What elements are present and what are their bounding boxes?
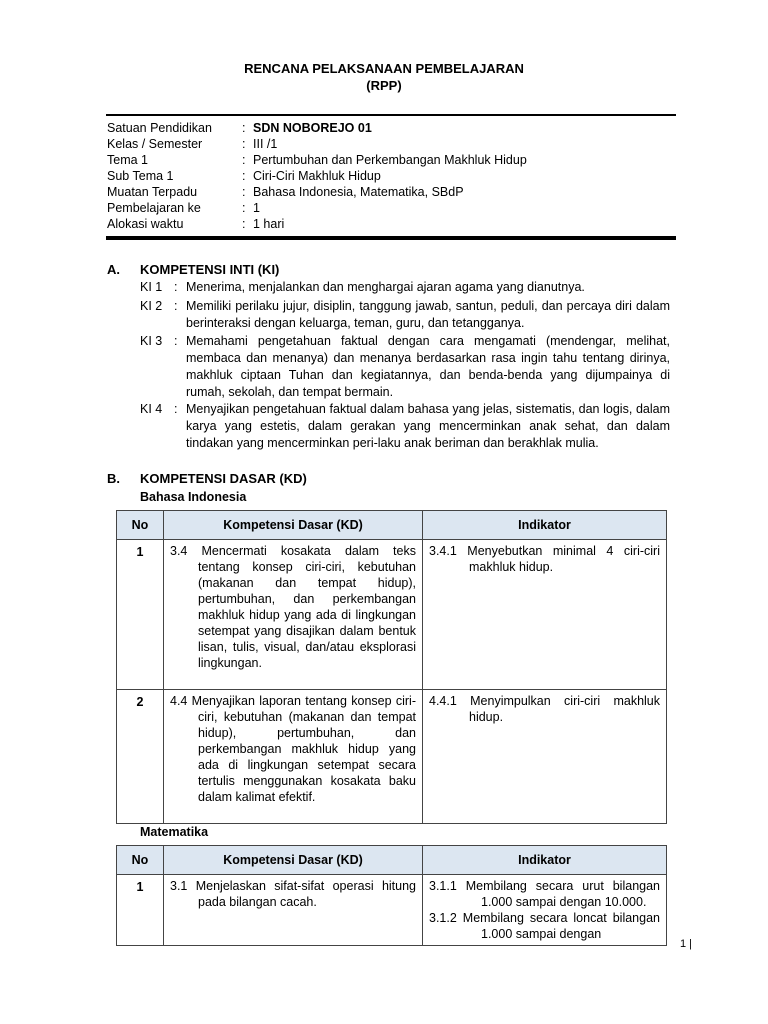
bottom-rule [106,236,676,240]
subject-heading-matematika: Matematika [140,825,209,839]
document-page: RENCANA PELAKSANAAN PEMBELAJARAN (RPP) Satuan Pendidikan : SDN NOBOREJO 01 Kelas / Semester : III /1 Tema 1 : Pertumbuhan dan Perkembangan Makhluk Hidup Sub Tema 1 : Ciri-Ciri Makhluk Hidup Muatan Terpadu : Bahasa Indonesia, Matematika, SBdP Pembelajaran ke : 1 Alokasi waktu : 1 hari A. KOMPETENSI INTI (KI) KI 1 : Menerima, menjalankan dan menghargai ajaran agama yang dianutnya. KI 2 : Memiliki perilaku jujur, disiplin, tanggung jawab, santun, peduli, dan percaya diri dalam berinteraksi dengan keluarga, teman, guru, dan tetangganya. KI 3 : Memahami pengetahuan faktual dengan cara mengamati (mendengar, melihat, membaca dan menanya) dan menanya berdasarkan rasa ingin tahu tentang dirinya, makhluk ciptaan Tuhan dan kegiatannya, dan benda-benda yang dijumpainya di rumah, sekolah, dan tempat bermain. KI 4 : Menyajikan pengetahuan faktual dalam bahasa yang jelas, sistematis, dan logis, dalam karya yang estetis, dalam gerakan yang mencerminkan anak sehat, dan dalam tindakan yang mencerminkan peri-laku anak beriman dan berakhlak mulia. B. KOMPETENSI DASAR (KD) Bahasa Indonesia No Kompetensi Dasar (KD) Indikator 1 3.4 Mencermati kosakata dalam teks tentang konsep ciri-ciri, kebutuhan (makanan dan tempat hidup), pertumbuhan, dan perkembangan makhluk hidup yang ada di lingkungan setempat yang disajikan dalam bentuk lisan, tulis, visual, dan/atau eksplorasi lingkungan. 3.4.1 Menyebutkan minimal 4 ciri-ciri makhluk hidup. 2 4.4 Menyajikan laporan tentang konsep ciri-ciri, kebutuhan (makanan dan tempat hidup), pertumbuhan, dan perkembangan makhluk hidup yang ada di lingkungan setempat secara tertulis menggunakan kosakata baku dalam kalimat efektif. 4.4.1 Menyimpulkan ciri-ciri makhluk hidup. Matematika No Kompetensi Dasar (KD) Indikator 1 3.1 Menjelaskan sifat-sifat operasi hitung pada bilangan cacah. 3.1.1 Membilang secara urut bilangan 1.000 sampai dengan 10.000. 3.1.2 Membilang secara loncat bilangan 1.000 sampai dengan 1 | [0,0,768,1024]
subject-heading-bahasa: Bahasa Indonesia [140,490,247,504]
column-header-kd: Kompetensi Dasar (KD) [164,511,423,540]
column-header-no: No [117,846,164,875]
ki-item: KI 2 : Memiliki perilaku jujur, disiplin, tanggung jawab, santun, peduli, dan percaya diri dalam berinteraksi dengan keluarga, teman, guru, dan tetangganya. [140,299,670,330]
table-row: 1 3.4 Mencermati kosakata dalam teks tentang konsep ciri-ciri, kebutuhan (makanan dan tempat hidup), pertumbuhan, dan perkembangan makhluk hidup yang ada di lingkungan setempat yang disajikan dalam bentuk lisan, tulis, visual, dan/atau eksplorasi lingkungan. 3.4.1 Menyebutkan minimal 4 ciri-ciri makhluk hidup. [117,540,667,690]
column-header-kd: Kompetensi Dasar (KD) [164,846,423,875]
page-number: 1 | [680,938,693,950]
ki-item: KI 4 : Menyajikan pengetahuan faktual dalam bahasa yang jelas, sistematis, dan logis, dalam karya yang estetis, dalam gerakan yang mencerminkan anak sehat, dan dalam tindakan yang mencerminkan peri-laku anak beriman dan berakhlak mulia. [140,402,670,450]
document-title: RENCANA PELAKSANAAN PEMBELAJARAN [244,61,524,76]
section-b-letter: B. [107,471,120,486]
ki-item: KI 1 : Menerima, menjalankan dan menghargai ajaran agama yang dianutnya. [140,280,585,294]
column-header-no: No [117,511,164,540]
document-subtitle: (RPP) [366,78,402,93]
column-header-indikator: Indikator [423,846,667,875]
kd-table-bahasa [116,510,667,824]
kd-table-matematika [116,845,667,946]
column-header-indikator: Indikator [423,511,667,540]
top-rule [106,114,676,116]
section-a-letter: A. [107,262,120,277]
section-b-title: KOMPETENSI DASAR (KD) [140,471,307,486]
section-a-title: KOMPETENSI INTI (KI) [140,262,280,277]
table-row: 2 4.4 Menyajikan laporan tentang konsep ciri-ciri, kebutuhan (makanan dan tempat hidup), pertumbuhan, dan perkembangan makhluk hidup yang ada di lingkungan setempat secara tertulis menggunakan kosakata baku dalam kalimat efektif. 4.4.1 Menyimpulkan ciri-ciri makhluk hidup. [117,690,667,824]
table-row: 1 3.1 Menjelaskan sifat-sifat operasi hitung pada bilangan cacah. 3.1.1 Membilang secara urut bilangan 1.000 sampai dengan 10.000. 3.1.2 Membilang secara loncat bilangan 1.000 sampai dengan [117,875,667,946]
ki-item: KI 3 : Memahami pengetahuan faktual dengan cara mengamati (mendengar, melihat, membaca dan menanya) dan menanya berdasarkan rasa ingin tahu tentang dirinya, makhluk ciptaan Tuhan dan kegiatannya, dan benda-benda yang dijumpainya di rumah, sekolah, dan tempat bermain. [140,334,670,399]
